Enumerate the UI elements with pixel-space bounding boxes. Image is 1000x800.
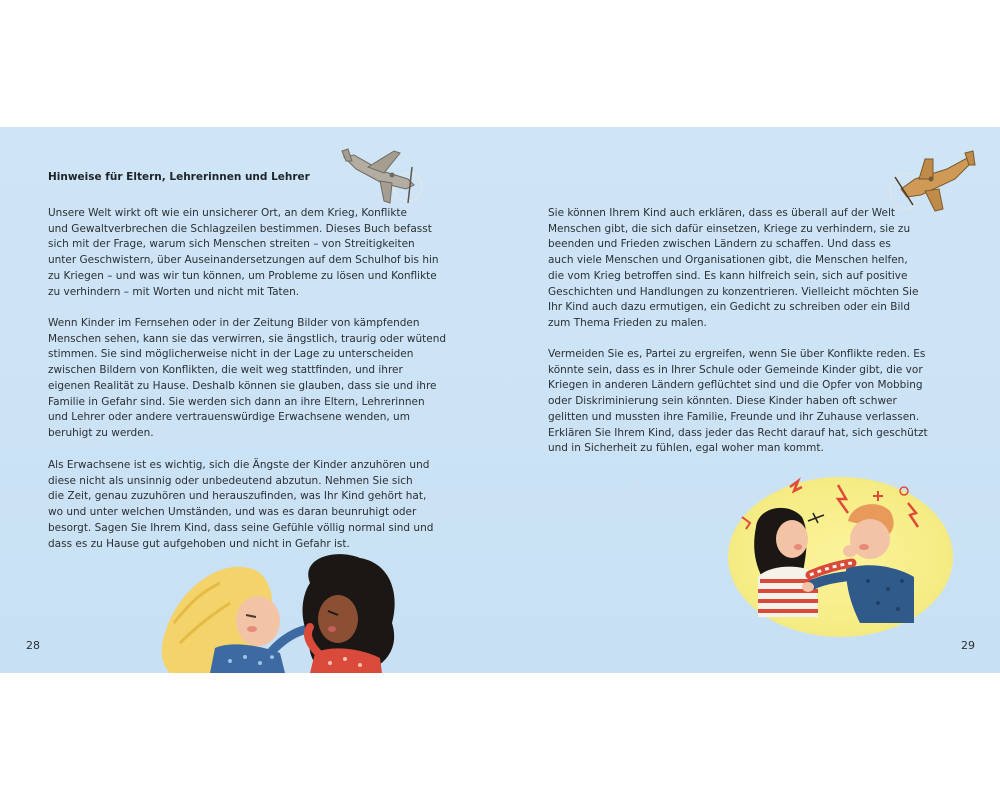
grey-plane-illustration: [338, 145, 430, 209]
right-paragraph-2: Vermeiden Sie es, Partei zu ergreifen, wenn Sie über Konflikte reden. Es könnte sein, dass es in Ihrer Schule oder Gemeinde Kinder gibt, die vor Kriegen in anderen Ländern geflüchtet sind und die Opfer von Mobbing oder Diskriminierung sein könnten. Diese Kinder haben oft schwer gelitten und mussten ihre Familie, Freunde und ihr Zuhause verlassen. Erklären Sie Ihrem Kind, dass jeder das Recht darauf hat, sich geschützt und in Sicherheit zu fühlen, egal woher man kommt.: [548, 348, 928, 455]
page-heading: Hinweise für Eltern, Lehrerinnen und Lehrer: [48, 171, 310, 183]
left-paragraph-1: Unsere Welt wirkt oft wie ein unsicherer Ort, an dem Krieg, Konflikte und Gewaltverbrechen die Schlagzeilen bestimmen. Dieses Buch befasst sich mit der Frage, warum sich Menschen streiten – von Streitigkeiten unter Geschwistern, über Auseinandersetzungen auf dem Schulhof bis hin zu Kriegen – und was wir tun können, um Probleme zu lösen und Konflikte zu verhindern – mit Worten und nicht mit Taten.: [48, 207, 439, 298]
left-page: [0, 127, 500, 673]
right-paragraph-1: Sie können Ihrem Kind auch erklären, dass es überall auf der Welt Menschen gibt, die sich dafür einsetzen, Kriege zu verhindern, sie zu beenden und Frieden zwischen Ländern zu schaffen. Und dass es auch viele Menschen und Organisationen gibt, die Menschen helfen, die vom Krieg betroffen sind. Es kann hilfreich sein, sich auf positive Geschichten und Handlungen zu konzentrieren. Vielleicht möchten Sie Ihr Kind auch dazu ermutigen, ein Gedicht zu schreiben oder ein Bild zum Thema Frieden zu malen.: [548, 207, 919, 329]
page-number-right: 29: [961, 639, 975, 652]
arguing-girls-illustration: [160, 553, 400, 673]
left-paragraph-3: Als Erwachsene ist es wichtig, sich die Ängste der Kinder anzuhören und diese nicht als unsinnig oder unbedeutend abzutun. Nehmen Sie sich die Zeit, genau zuzuhören und herauszufinden, was Ihr Kind gehört hat, wo und unter welchen Umständen, und was es daran beunruhigt oder besorgt. Sagen Sie Ihrem Kind, dass seine Gefühle völlig normal sind und dass es zu Hause gut aufgehoben und nicht in Gefahr ist.: [48, 459, 434, 550]
right-page: [500, 127, 1000, 673]
page-number-left: 28: [26, 639, 40, 652]
book-spread: [0, 127, 1000, 673]
fighting-children-illustration: [728, 477, 953, 637]
left-paragraph-2: Wenn Kinder im Fernsehen oder in der Zeitung Bilder von kämpfenden Menschen sehen, kann sie das verwirren, sie ängstlich, traurig oder wütend stimmen. Sie sind möglicherweise nicht in der Lage zu unterscheiden zwischen Bildern von Konflikten, die weit weg stattfinden, und ihrer eigenen Realität zu Hause. Deshalb können sie glauben, dass sie und ihre Familie in Gefahr sind. Sie werden sich dann an ihre Eltern, Lehrerinnen und Lehrer oder andere vertrauenswürdige Erwachsene wenden, um beruhigt zu werden.: [48, 317, 447, 439]
orange-plane-illustration: [885, 149, 977, 219]
